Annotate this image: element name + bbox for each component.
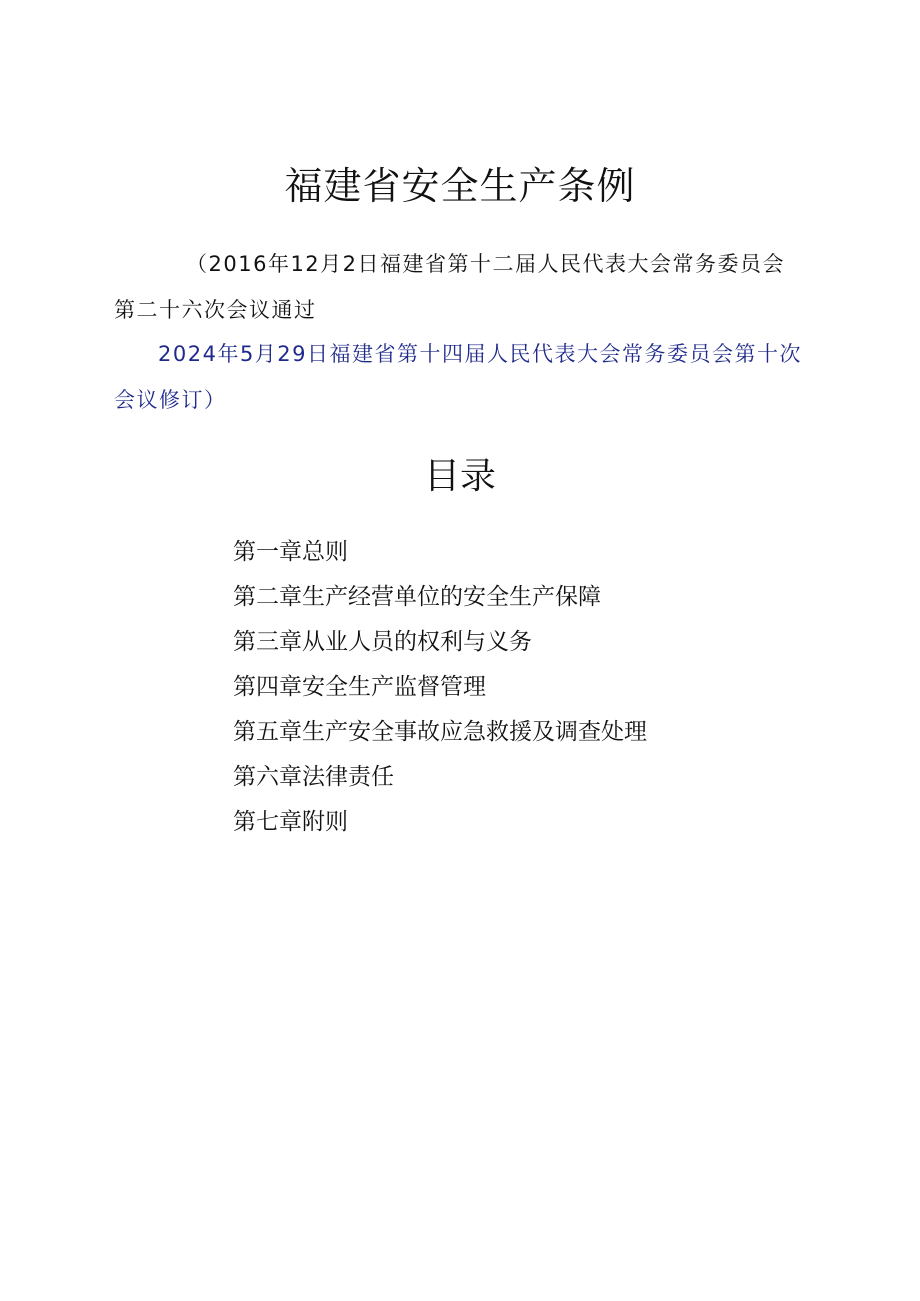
- document-title: 福建省安全生产条例: [284, 164, 636, 208]
- toc-item-chapter-1[interactable]: 第一章总则: [233, 539, 348, 565]
- toc-item-chapter-2[interactable]: 第二章生产经营单位的安全生产保障: [233, 584, 601, 610]
- toc-item-chapter-4[interactable]: 第四章安全生产监督管理: [233, 674, 486, 700]
- adoption-note: （2016年12月2日福建省第十二届人民代表大会常务委员会第二十六次会议通过: [114, 252, 786, 322]
- toc-item-chapter-5[interactable]: 第五章生产安全事故应急救援及调查处理: [233, 719, 647, 745]
- toc-item-chapter-3[interactable]: 第三章从业人员的权利与义务: [233, 629, 532, 655]
- table-of-contents: [233, 530, 647, 845]
- toc-item-chapter-7[interactable]: 第七章附则: [233, 809, 348, 835]
- toc-item-chapter-6[interactable]: 第六章法律责任: [233, 764, 394, 790]
- revision-note: 2024年5月29日福建省第十四届人民代表大会常务委员会第十次会议修订）: [114, 342, 803, 412]
- toc-heading: 目录: [423, 456, 496, 497]
